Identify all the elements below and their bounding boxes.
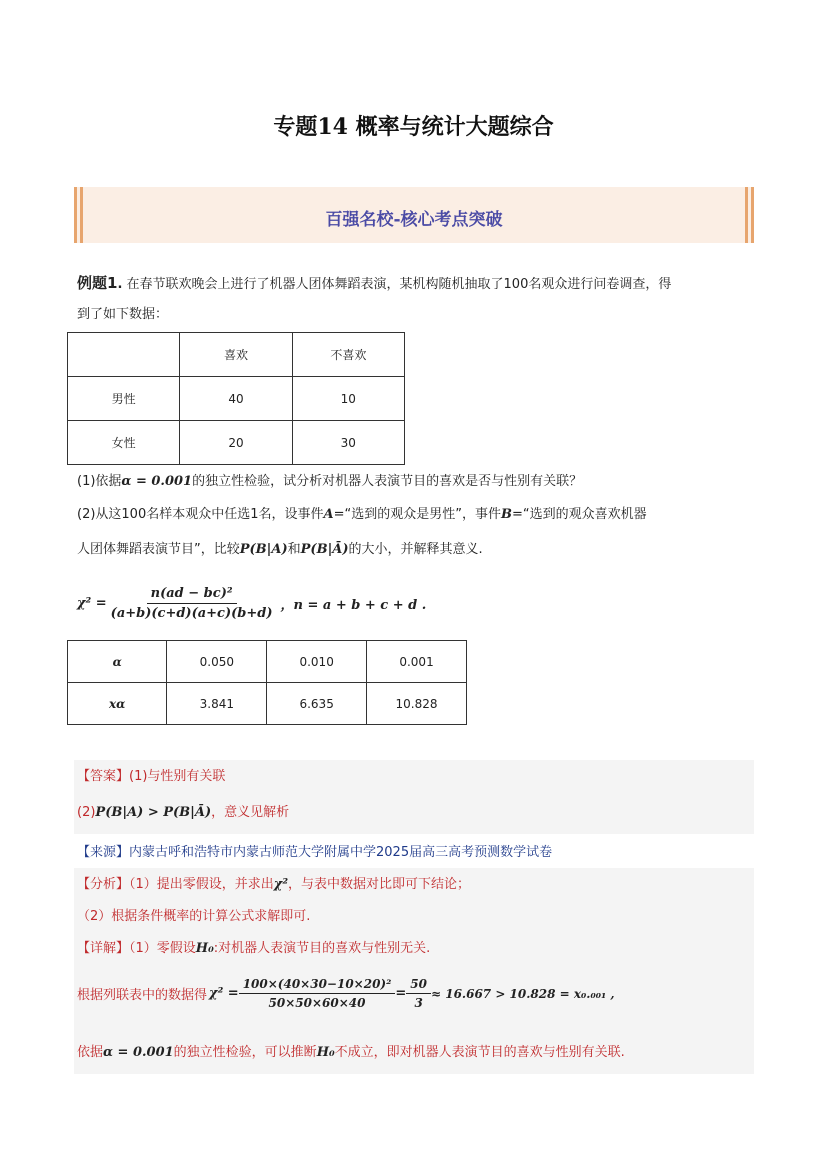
detail-line-3 [77,1043,625,1063]
detail-l2-lhs: χ² = [209,986,239,1001]
detail-l3-prefix: 依据 [77,1045,104,1060]
analysis-l1-prefix: （1）提出零假设，并求出 [129,877,274,892]
q2-mid2: =“选到的观众喜欢机器 [511,507,647,522]
example-line-1 [77,273,671,295]
q2-event-b: B [500,507,512,522]
detail-l2-fraction-2 [406,977,431,1010]
answer-2-prefix: (2) [77,805,96,820]
detail-l2-tail: ≈ 16.667 > 10.828 = x₀.₀₀₁ , [430,986,615,1001]
section-banner [74,187,754,243]
table-header-cell: 喜欢 [180,333,292,377]
chi-square-formula [77,586,426,621]
table-cell: 10.828 [367,683,467,725]
answer-label: 【答案】 [77,769,130,784]
example-line-2: 到了如下数据： [77,307,169,322]
table-cell: 3.841 [167,683,267,725]
q2-mid1: =“选到的观众是男性”，事件 [333,507,501,522]
source-label: 【来源】 [77,845,130,860]
detail-l2-denominator-2: 3 [414,996,423,1010]
question-2-line-2 [77,540,483,560]
table-header-cell: 不喜欢 [292,333,404,377]
detail-l2-prefix: 根据列联表中的数据得 [77,988,208,1003]
table-row [68,421,405,465]
q2-prob-2: P(B|Ā) [300,542,349,557]
detail-l1-suffix: :对机器人表演节目的喜欢与性别无关. [213,941,431,956]
detail-line-2 [77,977,615,1010]
banner-text: 百强名校-核心考点突破 [325,210,503,230]
analysis-line-1 [77,875,470,895]
source-text: 内蒙古呼和浩特市内蒙古师范大学附属中学2025届高三高考预测数学试卷 [129,845,553,860]
formula-lhs: χ² = [77,596,107,611]
example-text-1: 在春节联欢晚会上进行了机器人团体舞蹈表演，某机构随机抽取了100名观众进行问卷调查，得 [126,277,672,292]
q1-prefix: (1)依据 [77,474,122,489]
q2-line2-suffix: 的大小，并解释其意义. [348,542,483,557]
table-cell: 0.010 [267,641,367,683]
table-row [68,641,467,683]
q2-prob-1: P(B|A) [239,542,288,557]
data-table [67,332,405,465]
detail-l1-prefix: （1）零假设 [129,941,196,956]
detail-l3-suffix: 不成立，即对机器人表演节目的喜欢与性别有关联. [334,1045,625,1060]
page-title: 专题14 概率与统计大题综合 [273,114,554,140]
detail-l2-numerator-2: 50 [406,977,431,994]
question-1 [77,472,582,492]
table-row [68,377,405,421]
q2-event-a: A [323,507,334,522]
table-cell: 0.001 [367,641,467,683]
table-cell: 男性 [68,377,180,421]
answer-2-math: P(B|A) > P(B|Ā) [95,805,212,820]
table-cell: xα [68,683,167,725]
detail-l2-numerator: 100×(40×30−10×20)² [239,977,396,994]
q2-line2-prefix: 人团体舞蹈表演节目”，比较 [77,542,240,557]
detail-l3-math: α = 0.001 [103,1045,174,1060]
critical-value-table [67,640,467,725]
formula-fraction [107,586,277,621]
table-cell: 6.635 [267,683,367,725]
analysis-l1-math: χ² [273,877,289,892]
table-cell: 30 [292,421,404,465]
detail-l3-mid: 的独立性检验，可以推断 [173,1045,317,1060]
q2-and: 和 [287,542,301,557]
detail-l2-equals: = [395,986,407,1001]
q2-prefix: (2)从这100名样本观众中任选1名，设事件 [77,507,324,522]
detail-l2-denominator: 50×50×60×40 [268,996,366,1010]
formula-tail: ，n = a + b + c + d . [280,598,427,613]
analysis-line-2: （2）根据条件概率的计算公式求解即可. [77,909,311,924]
table-cell: 女性 [68,421,180,465]
formula-denominator: (a+b)(c+d)(a+c)(b+d) [110,606,273,621]
q1-math: α = 0.001 [121,474,193,489]
answer-line-2 [77,803,289,823]
detail-l3-math-2: H₀ [316,1045,335,1060]
analysis-l1-suffix: ，与表中数据对比即可下结论； [288,877,471,892]
example-label: 例题1 [77,274,118,292]
table-row [68,683,467,725]
table-cell: 0.050 [167,641,267,683]
table-cell: 40 [180,377,292,421]
detail-l1-math: H₀ [195,941,214,956]
table-cell: α [68,641,167,683]
q1-suffix: 的独立性检验，试分析对机器人表演节目的喜欢是否与性别有关联？ [192,474,583,489]
example-label-dot: . [117,277,123,292]
detail-line-1 [77,939,430,959]
detail-label: 【详解】 [77,941,130,956]
analysis-label: 【分析】 [77,877,130,892]
source-line [77,843,552,863]
question-2-line-1 [77,505,647,525]
answer-2-suffix: ，意义见解析 [211,805,290,820]
table-cell: 10 [292,377,404,421]
table-header-cell [68,333,180,377]
detail-l2-fraction-1 [239,977,396,1010]
formula-numerator: n(ad − bc)² [147,586,237,604]
answer-1: (1)与性别有关联 [129,769,226,784]
table-cell: 20 [180,421,292,465]
answer-line-1 [77,767,225,787]
